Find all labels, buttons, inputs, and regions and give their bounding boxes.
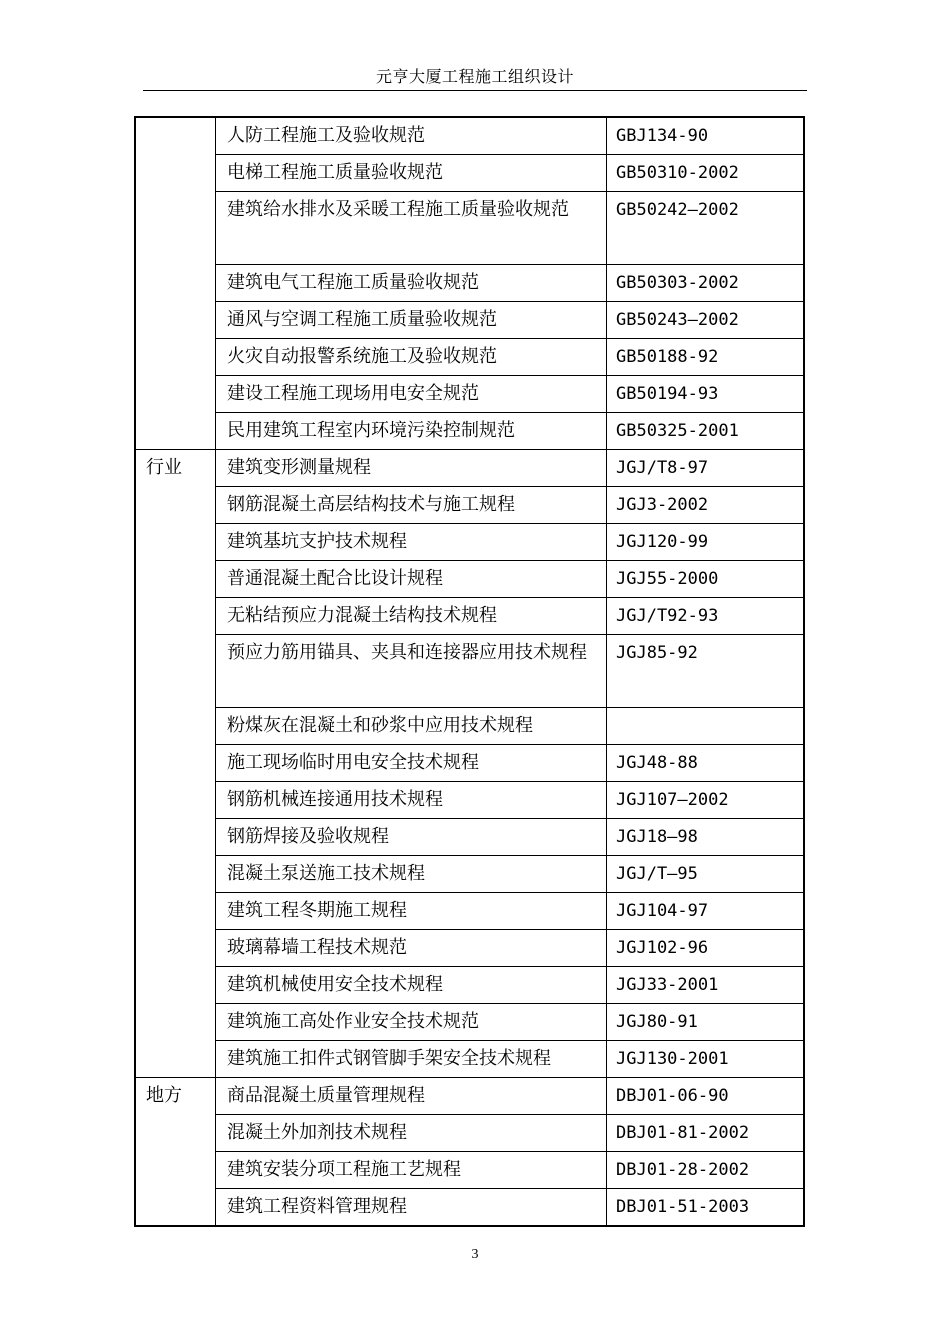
standard-name-cell: 人防工程施工及验收规范: [216, 117, 607, 155]
standard-name-cell: 建筑机械使用安全技术规程: [216, 967, 607, 1004]
category-cell: [135, 745, 216, 782]
standard-code-cell: JGJ/T—95: [607, 856, 805, 893]
standard-name-cell: 钢筋混凝土高层结构技术与施工规程: [216, 487, 607, 524]
standard-code-cell: GB50188-92: [607, 339, 805, 376]
table-row: [135, 561, 804, 598]
category-cell: [135, 1041, 216, 1078]
category-cell: [135, 302, 216, 339]
standard-code-cell: GB50303-2002: [607, 265, 805, 302]
table-row: [135, 450, 804, 487]
standard-name-cell: 建筑工程资料管理规程: [216, 1189, 607, 1227]
table-row: [135, 265, 804, 302]
category-cell: [135, 967, 216, 1004]
category-cell: [135, 561, 216, 598]
table-row: [135, 1115, 804, 1152]
standard-code-cell: JGJ102-96: [607, 930, 805, 967]
standard-name-cell: 电梯工程施工质量验收规范: [216, 155, 607, 192]
standard-name-cell: 建筑给水排水及采暖工程施工质量验收规范: [216, 192, 607, 265]
standard-code-cell: JGJ104-97: [607, 893, 805, 930]
standard-code-cell: [607, 708, 805, 745]
category-cell: [135, 524, 216, 561]
page-number: 3: [471, 1247, 479, 1262]
table-row: [135, 524, 804, 561]
standard-code-cell: JGJ48-88: [607, 745, 805, 782]
table-row: [135, 782, 804, 819]
standard-name-cell: 建筑安装分项工程施工艺规程: [216, 1152, 607, 1189]
category-cell: [135, 782, 216, 819]
standard-name-cell: 建筑变形测量规程: [216, 450, 607, 487]
category-cell: [135, 1115, 216, 1152]
standard-name-cell: 钢筋机械连接通用技术规程: [216, 782, 607, 819]
table-row: [135, 1004, 804, 1041]
standard-code-cell: DBJ01-28-2002: [607, 1152, 805, 1189]
standards-table: [134, 116, 805, 1227]
standard-code-cell: JGJ33-2001: [607, 967, 805, 1004]
table-row: [135, 376, 804, 413]
category-cell: [135, 930, 216, 967]
table-row: [135, 856, 804, 893]
standard-name-cell: 钢筋焊接及验收规程: [216, 819, 607, 856]
category-cell: [135, 856, 216, 893]
standard-code-cell: DBJ01-51-2003: [607, 1189, 805, 1227]
standard-name-cell: 粉煤灰在混凝土和砂浆中应用技术规程: [216, 708, 607, 745]
standard-name-cell: 混凝土外加剂技术规程: [216, 1115, 607, 1152]
standard-code-cell: GB50325-2001: [607, 413, 805, 450]
category-cell: [135, 1152, 216, 1189]
table-row: [135, 1078, 804, 1115]
standard-name-cell: 民用建筑工程室内环境污染控制规范: [216, 413, 607, 450]
table-row: [135, 339, 804, 376]
table-row: [135, 1152, 804, 1189]
category-cell: [135, 1004, 216, 1041]
standard-name-cell: 施工现场临时用电安全技术规程: [216, 745, 607, 782]
category-cell: [135, 192, 216, 265]
table-row: [135, 1041, 804, 1078]
table-row: [135, 155, 804, 192]
standard-code-cell: GB50243—2002: [607, 302, 805, 339]
category-cell: [135, 708, 216, 745]
category-cell: [135, 598, 216, 635]
standard-code-cell: GBJ134-90: [607, 117, 805, 155]
standard-name-cell: 普通混凝土配合比设计规程: [216, 561, 607, 598]
category-cell: [135, 819, 216, 856]
header-rule: [143, 90, 807, 91]
standard-code-cell: JGJ120-99: [607, 524, 805, 561]
standard-name-cell: 建筑施工扣件式钢管脚手架安全技术规程: [216, 1041, 607, 1078]
standard-name-cell: 混凝土泵送施工技术规程: [216, 856, 607, 893]
standard-name-cell: 无粘结预应力混凝土结构技术规程: [216, 598, 607, 635]
standard-code-cell: JGJ/T92-93: [607, 598, 805, 635]
standard-code-cell: GB50242—2002: [607, 192, 805, 265]
table-row: [135, 117, 804, 155]
page-header-title: 元亨大厦工程施工组织设计: [375, 67, 574, 86]
category-cell: [135, 339, 216, 376]
category-cell: [135, 117, 216, 155]
standard-code-cell: GB50194-93: [607, 376, 805, 413]
standard-code-cell: JGJ/T8-97: [607, 450, 805, 487]
standard-code-cell: JGJ80-91: [607, 1004, 805, 1041]
standard-code-cell: JGJ130-2001: [607, 1041, 805, 1078]
table-row: [135, 819, 804, 856]
category-cell: [135, 265, 216, 302]
category-cell: [135, 635, 216, 708]
table-row: [135, 192, 804, 265]
category-cell: [135, 893, 216, 930]
table-row: [135, 302, 804, 339]
standard-name-cell: 通风与空调工程施工质量验收规范: [216, 302, 607, 339]
category-cell: [135, 487, 216, 524]
standard-name-cell: 建筑施工高处作业安全技术规范: [216, 1004, 607, 1041]
standard-code-cell: JGJ55-2000: [607, 561, 805, 598]
table-row: [135, 635, 804, 708]
standard-name-cell: 预应力筋用锚具、夹具和连接器应用技术规程: [216, 635, 607, 708]
standard-code-cell: JGJ107—2002: [607, 782, 805, 819]
table-row: [135, 930, 804, 967]
category-cell: 行业: [135, 450, 216, 487]
category-cell: 地方: [135, 1078, 216, 1115]
category-cell: [135, 376, 216, 413]
standard-code-cell: GB50310-2002: [607, 155, 805, 192]
table-row: [135, 893, 804, 930]
standard-code-cell: DBJ01-06-90: [607, 1078, 805, 1115]
standard-code-cell: JGJ3-2002: [607, 487, 805, 524]
table-row: [135, 487, 804, 524]
standard-name-cell: 建筑电气工程施工质量验收规范: [216, 265, 607, 302]
table-row: [135, 1189, 804, 1227]
standard-name-cell: 商品混凝土质量管理规程: [216, 1078, 607, 1115]
table-row: [135, 967, 804, 1004]
standard-code-cell: JGJ18—98: [607, 819, 805, 856]
standard-name-cell: 建设工程施工现场用电安全规范: [216, 376, 607, 413]
table-row: [135, 708, 804, 745]
standard-name-cell: 建筑基坑支护技术规程: [216, 524, 607, 561]
table-row: [135, 413, 804, 450]
category-cell: [135, 155, 216, 192]
standard-name-cell: 玻璃幕墙工程技术规范: [216, 930, 607, 967]
table-row: [135, 745, 804, 782]
category-cell: [135, 1189, 216, 1227]
standard-code-cell: JGJ85-92: [607, 635, 805, 708]
category-cell: [135, 413, 216, 450]
standard-name-cell: 建筑工程冬期施工规程: [216, 893, 607, 930]
table-row: [135, 598, 804, 635]
standard-code-cell: DBJ01-81-2002: [607, 1115, 805, 1152]
standard-name-cell: 火灾自动报警系统施工及验收规范: [216, 339, 607, 376]
